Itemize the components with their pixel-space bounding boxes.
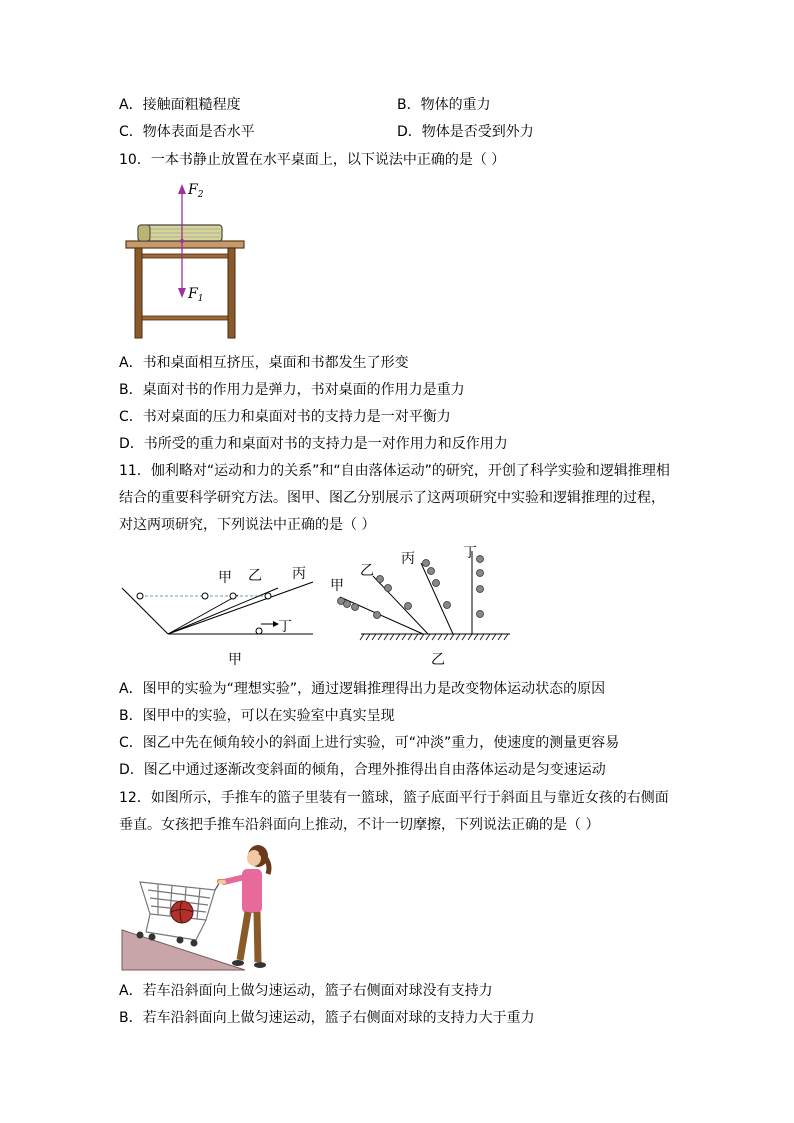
q11-option-b: B．图甲中的实验，可以在实验室中真实呈现: [119, 708, 395, 724]
svg-text:甲: 甲: [330, 578, 344, 594]
q10-option-b: B．桌面对书的作用力是弹力，书对桌面的作用力是重力: [119, 382, 465, 398]
q12-cart-girl-figure: [120, 842, 280, 972]
q11-stem-line3: 对这两项研究，下列说法中正确的是（ ）: [119, 517, 376, 533]
q12-stem-line1: 12．如图所示，手推车的篮子里装有一篮球，篮子底面平行于斜面且与靠近女孩的右侧面: [119, 790, 669, 806]
girl: [220, 845, 269, 968]
svg-text:丁: 丁: [278, 619, 292, 635]
table-crossbar: [142, 316, 228, 320]
figure-caption-jia: 甲: [228, 652, 242, 668]
q10-option-c: C．书对桌面的压力和桌面对书的支持力是一对平衡力: [119, 409, 451, 425]
svg-text:丙: 丙: [292, 566, 306, 582]
q9-option-c: C．物体表面是否水平: [119, 124, 255, 140]
table-leg-right: [228, 248, 235, 338]
svg-text:甲: 甲: [218, 570, 232, 586]
q10-stem: 10．一本书静止放置在水平桌面上，以下说法中正确的是（ ）: [119, 152, 506, 168]
svg-text:丁: 丁: [463, 545, 477, 561]
table-leg-left: [135, 248, 142, 338]
q9-option-a: A．接触面粗糙程度: [119, 97, 241, 113]
q10-option-d: D．书所受的重力和桌面对书的支持力是一对作用力和反作用力: [119, 436, 508, 452]
q11-option-d: D．图乙中通过逐渐改变斜面的倾角，合理外推得出自由落体运动是匀变速运动: [119, 762, 606, 778]
q10-book-table-figure: [120, 178, 250, 343]
q11-galileo-figures: [118, 543, 518, 673]
svg-text:乙: 乙: [248, 568, 262, 584]
q12-option-b: B．若车沿斜面向上做匀速运动，篮子右侧面对球的支持力大于重力: [119, 1010, 535, 1026]
svg-text:丙: 丙: [401, 551, 415, 567]
q9-option-b: B．物体的重力: [397, 97, 491, 113]
svg-text:乙: 乙: [360, 563, 374, 579]
q11-option-a: A．图甲的实验为“理想实验”，通过逻辑推理得出力是改变物体运动状态的原因: [119, 681, 606, 697]
galileo-incline-figure: [330, 545, 510, 668]
galileo-ramp-figure: [122, 566, 313, 668]
q11-option-c: C．图乙中先在倾角较小的斜面上进行实验，可“冲淡”重力，使速度的测量更容易: [119, 735, 620, 751]
table-top: [126, 241, 244, 248]
figure-caption-yi: 乙: [431, 652, 445, 668]
force-label-f1: $F_1$: [188, 286, 204, 304]
q12-stem-line2: 垂直。女孩把手推车沿斜面向上推动，不计一切摩擦，下列说法正确的是（ ）: [119, 817, 600, 833]
force-label-f2: $F_2$: [188, 182, 204, 200]
q9-option-d: D．物体是否受到外力: [397, 124, 534, 140]
q12-option-a: A．若车沿斜面向上做匀速运动，篮子右侧面对球没有支持力: [119, 983, 493, 999]
basketball: [171, 901, 193, 923]
table-apron: [142, 254, 228, 258]
q10-option-a: A．书和桌面相互挤压，桌面和书都发生了形变: [119, 355, 409, 371]
q11-stem-line1: 11．伽利略对“运动和力的关系”和“自由落体运动”的研究，开创了科学实验和逻辑推理相: [119, 463, 670, 479]
q11-stem-line2: 结合的重要科学研究方法。图甲、图乙分别展示了这两项研究中实验和逻辑推理的过程，: [119, 490, 665, 506]
